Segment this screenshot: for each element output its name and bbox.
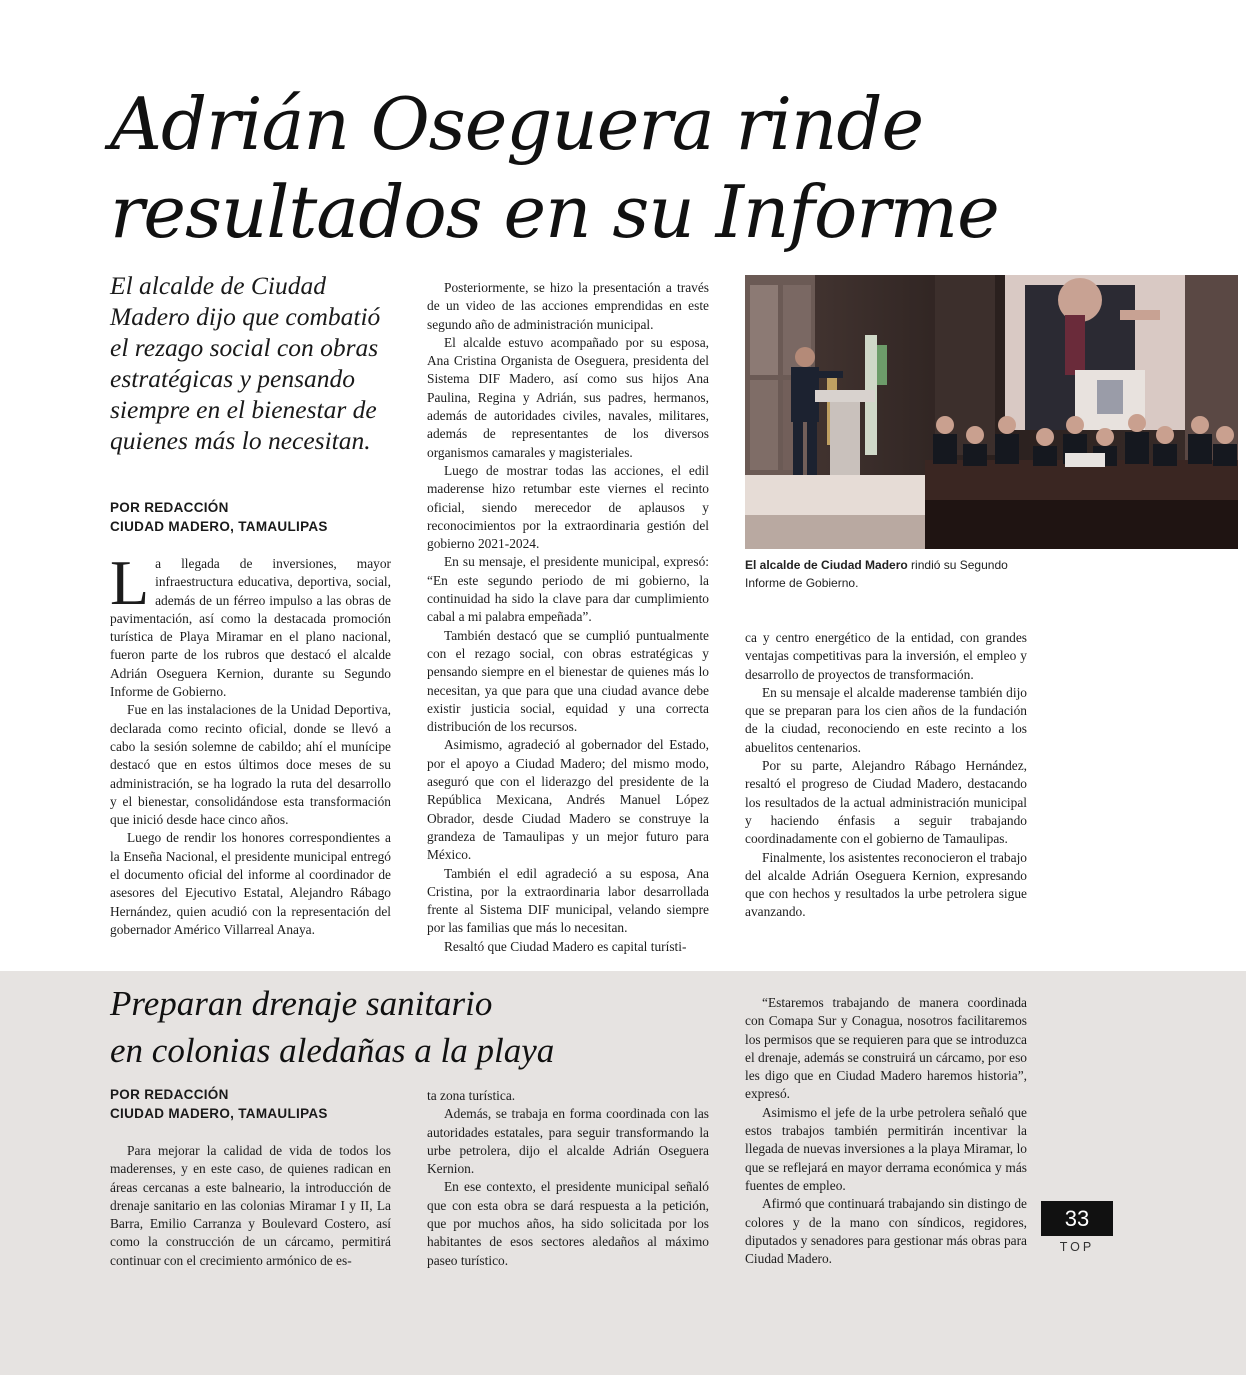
article-column-3: [745, 629, 1027, 922]
caption-text: rindió su Segundo Informe de Gobierno.: [745, 558, 1008, 590]
paragraph: Asimismo el jefe de la urbe petrolera señaló que estos trabajos también permitirán incentivar la llegada de nuevas inversiones a la playa Miramar, lo que se reflejará en mayor derrama económica y más fuentes de empleo.: [745, 1104, 1027, 1193]
headline-line-2: resultados en su Informe: [110, 170, 999, 254]
paragraph: Luego de mostrar todas las acciones, el edil maderense hizo retumbar este viernes el recinto oficial, siendo merecedor de aplausos y reconocimientos por la extraordinaria gestión del gobierno 2021-2024.: [427, 462, 709, 552]
headline2-line-2: en colonias aledañas a la playa: [110, 1031, 555, 1070]
byline-author: POR REDACCIÓN: [110, 500, 229, 515]
paragraph: Fue en las instalaciones de la Unidad Deportiva, declarada como recinto oficial, donde se llevó a cabo la sesión solemne de cabildo; ahí el munícipe destacó que en estos últimos doce meses de su administración, se ha logrado la ruta del desarrollo y el bienestar, consolidándose esta transformación que inició desde hace cinco años.: [110, 702, 391, 828]
main-headline: [110, 80, 1110, 256]
article2-column-2: [427, 1087, 709, 1270]
paragraph: “Estaremos trabajando de manera coordinada con Comapa Sur y Conagua, nosotros facilitaremos los permisos que se requieren para que se introduzca el drenaje, además se construirá un cárcamo, por eso les digo que en Ciudad Madero haremos historia”, expresó.: [745, 995, 1027, 1102]
headline-line-1: Adrián Oseguera rinde: [110, 82, 924, 166]
paragraph: Resaltó que Ciudad Madero es capital turísti-: [444, 938, 687, 954]
paragraph: También el edil agradeció a su esposa, Ana Cristina, por la extraordinaria labor desarrollada frente al Sistema DIF municipal, velando siempre por las familias que más lo necesitan.: [427, 865, 709, 936]
paragraph: En su mensaje, el presidente municipal, expresó: “En este segundo periodo de mi gobierno, la continuidad ha sido la clave para dar cumplimiento cabal a mi palabra empeñada”.: [427, 554, 709, 625]
photo-caption: [745, 556, 1035, 592]
article2-column-3: [745, 994, 1027, 1268]
caption-bold: El alcalde de Ciudad Madero: [745, 558, 908, 572]
article2-byline: [110, 1085, 400, 1123]
article-column-2: [427, 279, 709, 956]
article-column-1: [110, 547, 391, 939]
article-byline: [110, 498, 400, 536]
headline2-line-1: Preparan drenaje sanitario: [110, 984, 493, 1023]
photo-illustration: [745, 275, 1238, 549]
paragraph: En su mensaje el alcalde maderense también dijo que se preparan para los cien años de la fundación de la ciudad, reconociendo en este recinto a los abuelitos centenarios.: [745, 684, 1027, 755]
paragraph: ca y centro energético de la entidad, con grandes ventajas competitivas para la inversión, el empleo y desarrollo de proyectos de transformación.: [745, 630, 1027, 682]
paragraph: Posteriormente, se hizo la presentación a través de un video de las acciones emprendidas en este segundo año de administración municipal.: [427, 280, 709, 332]
paragraph: Para mejorar la calidad de vida de todos los maderenses, y en este caso, de quienes radican en áreas cercanas a este balneario, la introducción de drenaje sanitario en las colonias Miramar I y II, La Barra, Emilio Carranza y Boulevard Costero, así como la construcción de un cárcamo, permitirá continuar con el crecimiento armónico de es-: [110, 1143, 391, 1268]
paragraph: La llegada de inversiones, mayor infraestructura educativa, deportiva, social, además de un férreo impulso a las obras de pavimentación, así como la destacada promoción turística de Playa Miramar en el plano nacional, fueron parte de los rubros que destacó el alcalde Adrián Oseguera Kernion, durante su Segundo Informe de Gobierno.: [110, 547, 391, 700]
paragraph: También destacó que se cumplió puntualmente con el rezago social, con obras estratégicas y pensando siempre en el bienestar de quienes más lo necesitan, ya que para que una ciudad avance debe existir justicia social, equidad y una correcta distribución de los recursos.: [427, 627, 709, 735]
informe-ceremony-photo: [745, 275, 1238, 549]
byline-location: CIUDAD MADERO, TAMAULIPAS: [110, 519, 328, 534]
section-label: TOP: [1059, 1240, 1095, 1254]
paragraph: Finalmente, los asistentes reconocieron el trabajo del alcalde Adrián Oseguera Kernion, expresando que con hechos y resultados la urbe petrolera sigue avanzando.: [745, 849, 1027, 920]
byline-location: CIUDAD MADERO, TAMAULIPAS: [110, 1106, 328, 1121]
page-number: 33: [1041, 1201, 1113, 1236]
paragraph: El alcalde estuvo acompañado por su esposa, Ana Cristina Organista de Oseguera, presidenta del Sistema DIF Madero, así como sus hijos Ana Paulina, Regina y Adrián, sus padres, hermanos, además de autoridades civiles, navales, militares, además de representantes de los diversos organismos camarales y magisteriales.: [427, 334, 709, 460]
paragraph: Por su parte, Alejandro Rábago Hernández, resaltó el progreso de Ciudad Madero, destacando los resultados de la actual administración municipal y haciendo énfasis a seguir trabajando coordinadamente con el gobierno de Tamaulipas.: [745, 758, 1027, 847]
byline-author: POR REDACCIÓN: [110, 1087, 229, 1102]
paragraph: ta zona turística.: [427, 1088, 516, 1103]
second-headline: [110, 980, 730, 1074]
paragraph: Además, se trabaja en forma coordinada con las autoridades estatales, para seguir transformando la urbe petrolera, dijo el alcalde Adrián Oseguera Kernion.: [427, 1106, 709, 1177]
paragraph: Afirmó que continuará trabajando sin distingo de colores y de la mano con síndicos, regidores, diputados y senadores para gestionar más obras para Ciudad Madero.: [745, 1196, 1027, 1267]
paragraph: Luego de rendir los honores correspondientes a la Enseña Nacional, el presidente municipal entregó el documento oficial del informe al coordinador de asesores del Ejecutivo Estatal, Alejandro Rábago Hernández, quien acudió con la representación del gobernador Américo Villarreal Anaya.: [110, 830, 391, 937]
article-deck: El alcalde de Ciudad Madero dijo que combatió el rezago social con obras estratégicas y pensando siempre en el bienestar de quienes más lo necesitan.: [110, 271, 381, 455]
drop-cap: L: [110, 547, 150, 618]
paragraph: En ese contexto, el presidente municipal señaló que con esta obra se dará respuesta a la petición, que por muchos años, ha sido solicitada por los habitantes de esos sectores aledaños al máximo paseo turístico.: [427, 1179, 709, 1268]
article2-column-1: [110, 1142, 391, 1270]
paragraph: Asimismo, agradeció al gobernador del Estado, por el apoyo a Ciudad Madero; del mismo modo, aseguró que con el liderazgo del presidente de la República Mexicana, Andrés Manuel López Obrador, desde Ciudad Madero se construye la grandeza de Tamaulipas y un mejor futuro para México.: [427, 737, 709, 863]
